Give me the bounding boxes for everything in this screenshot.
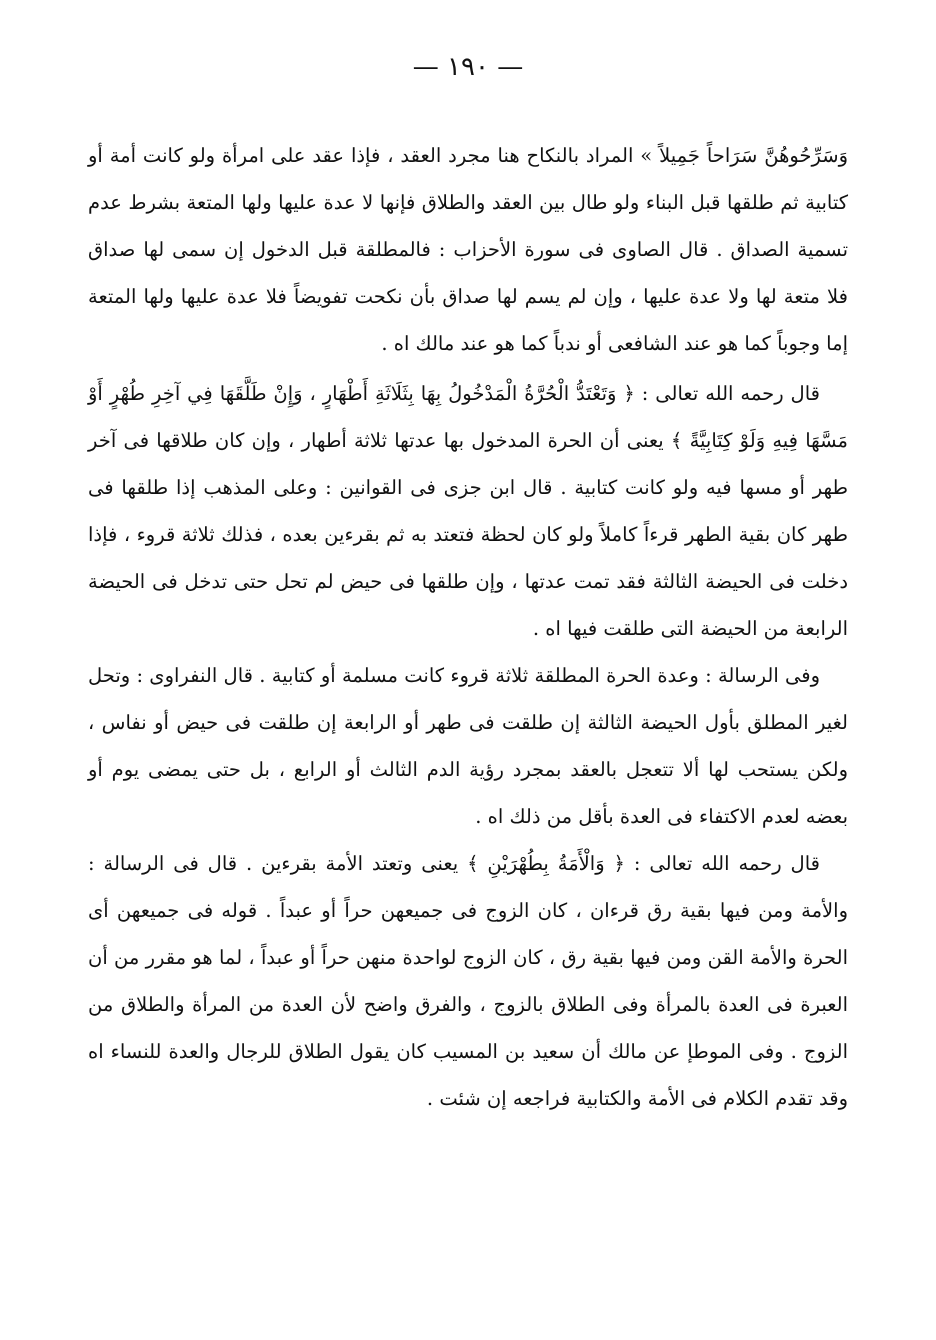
paragraph-1: وَسَرِّحُوهُنَّ سَرَاحاً جَمِيلاً » المراد بالنكاح هنا مجرد العقد ، فإذا عقد على امرأة ولو كانت أمة أو كتابية ثم طلقها قبل البناء ولو طال بين العقد والطلاق فإنها لا عدة عليها ولها المتعة بشرط عدم تسمية الصداق . قال الصاوى فى سورة الأحزاب : فالمطلقة قبل الدخول إن سمى لها صداق فلا متعة لها ولا عدة عليها ، وإن لم يسم لها صداق بأن نكحت تفويضاً فلا عدة عليها ولها المتعة إما وجوباً كما هو عند الشافعى أو ندباً كما هو عند مالك اه . bbox=[88, 144, 848, 355]
paragraph-3: وفى الرسالة : وعدة الحرة المطلقة ثلاثة قروء كانت مسلمة أو كتابية . قال النفراوى : وتحل لغير المطلق بأول الحيضة الثالثة إن طلقت فى طهر أو الرابعة إن طلقت فى حيض أو نفاس ، ولكن يستحب لها ألا تتعجل بالعقد بمجرد رؤية الدم الثالث أو الرابع ، بل حتى يمضى يوم أو بعضه لعدم الاكتفاء فى العدة بأقل من ذلك اه . bbox=[88, 664, 848, 828]
paragraph-4: قال رحمه الله تعالى : ﴿ وَالْأَمَةُ بِطُهْرَيْنِ ﴾ يعنى وتعتد الأمة بقرءين . قال فى الرسالة : والأمة ومن فيها بقية رق قرءان ، كان الزوج فى جميعهن حراً أو عبداً . قوله فى جميعهن أى الحرة والأمة القن ومن فيها بقية رق ، كان الزوج لواحدة منهن حراً أو عبداً ، لما هو مقرر من أن العبرة فى العدة بالمرأة وفى الطلاق بالزوج ، والفرق واضح لأن العدة من المرأة والطلاق من الزوج . وفى الموطإ عن مالك أن سعيد بن المسيب كان يقول الطلاق للرجال والعدة للنساء اه وقد تقدم الكلام فى الأمة والكتابية فراجعه إن شئت . bbox=[88, 852, 848, 1110]
paragraph-2: قال رحمه الله تعالى : ﴿ وَتَعْتَدُّ الْحُرَّةُ الْمَدْخُولُ بِهَا بِثَلَاثَةِ أَطْهَارٍ ، وَإِنْ طَلَّقَهَا فِي آخِرِ طُهْرٍ أَوْ مَسَّهَا فِيهِ وَلَوْ كِتَابِيَّةً ﴾ يعنى أن الحرة المدخول بها عدتها ثلاثة أطهار ، وإن كان طلاقها فى آخر طهر أو مسها فيه ولو كانت كتابية . قال ابن جزى فى القوانين : وعلى المذهب إذا طلقها فى طهر كان بقية الطهر قرءاً كاملاً ولو كان لحظة فتعتد به ثم بقرءين بعده ، فذلك ثلاثة قروء ، فإذا دخلت فى الحيضة الثالثة فقد تمت عدتها ، وإن طلقها فى حيض لم تحل حتى تدخل فى الحيضة الرابعة من الحيضة التى طلقت فيها اه . bbox=[88, 382, 848, 640]
page-number: — ١٩٠ — bbox=[412, 52, 524, 82]
page-body-text bbox=[88, 132, 848, 1122]
